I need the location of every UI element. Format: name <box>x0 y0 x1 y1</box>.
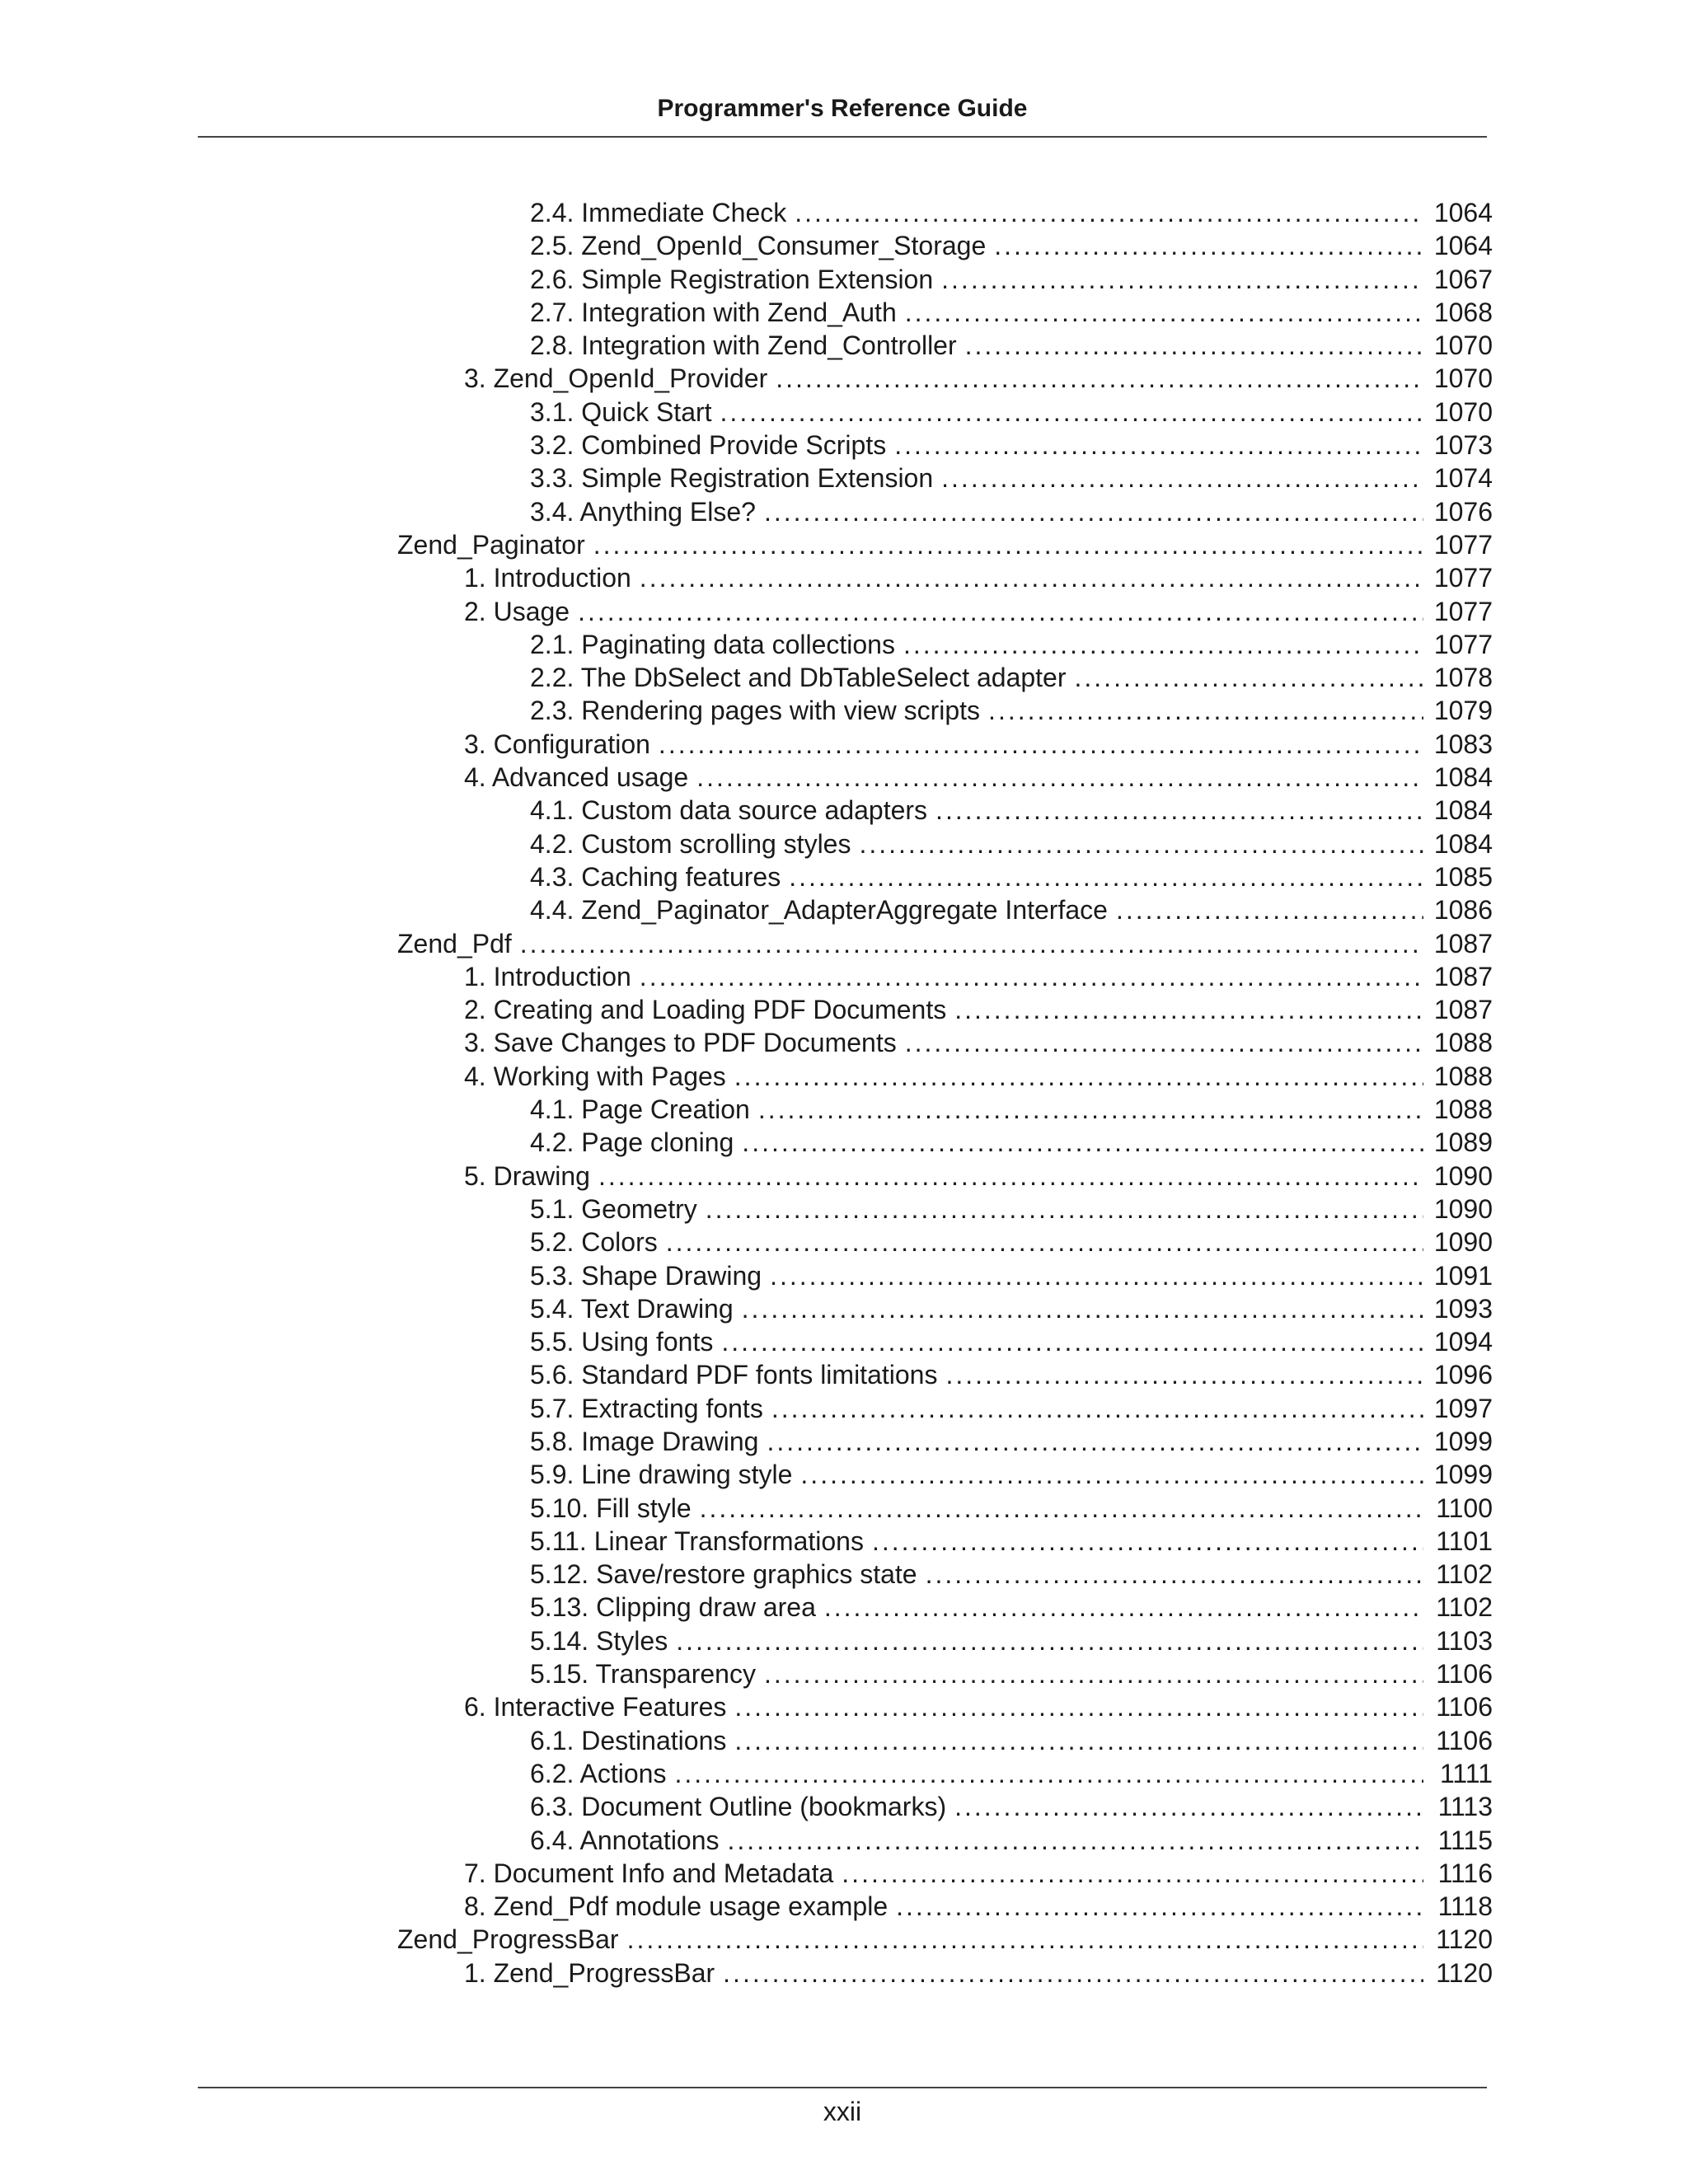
toc-entry-page-number: 1074 <box>1433 463 1493 494</box>
toc-entry-title: 5.7. Extracting fonts <box>530 1393 763 1423</box>
toc-entry-page-number: 1067 <box>1433 264 1493 294</box>
toc-entry[interactable] <box>0 1857 1688 1890</box>
footer-rule <box>198 2087 1487 2088</box>
toc-entry-title: 5.6. Standard PDF fonts limitations <box>530 1360 938 1390</box>
toc-entry-title: 2. Usage <box>464 596 570 626</box>
dot-leader <box>696 761 1423 794</box>
toc-entry-title: 5.4. Text Drawing <box>530 1293 734 1324</box>
toc-entry-page-number: 1102 <box>1436 1559 1493 1590</box>
toc-entry-page-number: 1077 <box>1433 629 1493 659</box>
dot-leader <box>640 561 1423 594</box>
toc-entry[interactable] <box>0 1060 1688 1093</box>
toc-entry-page-number: 1099 <box>1433 1426 1493 1456</box>
toc-entry[interactable] <box>0 761 1688 794</box>
toc-entry-title: 4.4. Zend_Paginator_AdapterAggregate Interface <box>530 895 1108 926</box>
dot-leader <box>764 1657 1423 1690</box>
toc-entry-page-number: 1100 <box>1436 1493 1493 1523</box>
dot-leader <box>1075 661 1424 694</box>
toc-entry-page-number: 1090 <box>1433 1160 1493 1191</box>
toc-entry[interactable] <box>0 827 1688 860</box>
toc-entry[interactable] <box>0 1193 1688 1226</box>
dot-leader <box>994 229 1423 262</box>
page-number: xxii <box>823 2097 862 2126</box>
toc-entry-page-number: 1090 <box>1433 1193 1493 1224</box>
toc-entry-title: 4.1. Custom data source adapters <box>530 795 928 826</box>
toc-entry-page-number: 1087 <box>1433 928 1493 958</box>
toc-entry-title: Zend_Paginator <box>397 529 585 560</box>
dot-leader <box>598 1160 1423 1193</box>
toc-entry-page-number: 1099 <box>1433 1460 1493 1490</box>
toc-entry-page-number: 1102 <box>1436 1592 1493 1623</box>
toc-entry[interactable] <box>0 1425 1688 1458</box>
toc-entry-title: 5.9. Line drawing style <box>530 1460 793 1490</box>
toc-entry[interactable] <box>0 1923 1688 1956</box>
toc-entry-title: 5.13. Clipping draw area <box>530 1592 816 1623</box>
toc-entry[interactable] <box>0 362 1688 395</box>
toc-entry-title: 6.4. Annotations <box>530 1825 720 1855</box>
toc-entry-title: 6. Interactive Features <box>464 1692 727 1722</box>
toc-entry-title: 7. Document Info and Metadata <box>464 1858 834 1888</box>
toc-entry[interactable] <box>0 1126 1688 1159</box>
toc-entry-page-number: 1076 <box>1433 496 1493 527</box>
dot-leader <box>734 1060 1423 1093</box>
dot-leader <box>926 1558 1423 1591</box>
toc-entry[interactable] <box>0 1690 1688 1723</box>
toc-entry-page-number: 1087 <box>1433 961 1493 991</box>
toc-entry-title: 2.6. Simple Registration Extension <box>530 264 934 294</box>
dot-leader <box>734 1724 1423 1757</box>
toc-entry-title: 3.3. Simple Registration Extension <box>530 463 934 494</box>
toc-entry-title: 5.14. Styles <box>530 1625 668 1656</box>
toc-entry-page-number: 1078 <box>1433 663 1493 693</box>
dot-leader <box>941 263 1423 296</box>
toc-entry-title: 2.5. Zend_OpenId_Consumer_Storage <box>530 231 987 261</box>
toc-entry[interactable] <box>0 728 1688 761</box>
toc-entry-title: 2.4. Immediate Check <box>530 198 787 227</box>
toc-entry[interactable] <box>0 429 1688 462</box>
dot-leader <box>896 1890 1423 1923</box>
dot-leader <box>627 1923 1423 1956</box>
toc-entry-page-number: 1103 <box>1436 1625 1493 1656</box>
toc-entry[interactable] <box>0 495 1688 528</box>
header-rule <box>198 136 1487 138</box>
toc-entry-page-number: 1106 <box>1436 1659 1493 1690</box>
toc-entry-page-number: 1089 <box>1433 1127 1493 1158</box>
toc-entry-page-number: 1097 <box>1433 1393 1493 1423</box>
toc-entry-page-number: 1096 <box>1433 1360 1493 1390</box>
dot-leader <box>770 1259 1423 1292</box>
toc-entry-page-number: 1120 <box>1436 1957 1493 1988</box>
toc-entry-title: 5.15. Transparency <box>530 1659 756 1690</box>
dot-leader <box>800 1458 1423 1491</box>
dot-leader <box>700 1492 1423 1525</box>
toc-entry[interactable] <box>0 1957 1688 1990</box>
toc-entry[interactable] <box>0 860 1688 893</box>
toc-entry[interactable] <box>0 1160 1688 1193</box>
dot-leader <box>894 429 1423 462</box>
toc-entry[interactable] <box>0 993 1688 1026</box>
toc-entry-title: 3. Zend_OpenId_Provider <box>464 363 768 394</box>
toc-entry[interactable] <box>0 462 1688 494</box>
toc-entry[interactable] <box>0 1591 1688 1624</box>
dot-leader <box>640 960 1423 993</box>
toc-entry[interactable] <box>0 196 1688 229</box>
dot-leader <box>954 1790 1423 1823</box>
toc-entry[interactable] <box>0 1358 1688 1391</box>
toc-entry[interactable] <box>0 595 1688 628</box>
dot-leader <box>789 860 1423 893</box>
toc-entry-page-number: 1120 <box>1436 1924 1493 1955</box>
dot-leader <box>706 1193 1423 1226</box>
toc-entry[interactable] <box>0 1724 1688 1757</box>
toc-entry-title: 6.2. Actions <box>530 1758 667 1788</box>
toc-entry-page-number: 1088 <box>1433 1061 1493 1091</box>
dot-leader <box>721 1325 1423 1358</box>
toc-entry-page-number: 1064 <box>1433 198 1493 227</box>
toc-entry-page-number: 1070 <box>1433 363 1493 394</box>
toc-entry-page-number: 1083 <box>1433 729 1493 759</box>
toc-entry[interactable] <box>0 1292 1688 1325</box>
toc-entry-page-number: 1084 <box>1433 828 1493 859</box>
toc-entry[interactable] <box>0 396 1688 429</box>
toc-entry-title: 8. Zend_Pdf module usage example <box>464 1891 889 1922</box>
toc-entry-title: 5.10. Fill style <box>530 1493 692 1523</box>
toc-entry-page-number: 1116 <box>1437 1858 1493 1888</box>
dot-leader <box>935 794 1423 827</box>
toc-entry-page-number: 1077 <box>1433 563 1493 593</box>
toc-entry[interactable] <box>0 1392 1688 1425</box>
toc-entry[interactable] <box>0 1093 1688 1126</box>
toc-entry-page-number: 1093 <box>1433 1293 1493 1324</box>
dot-leader <box>905 296 1423 329</box>
toc-entry-title: 4.3. Caching features <box>530 861 781 892</box>
toc-entry-title: 6.1. Destinations <box>530 1725 727 1755</box>
toc-entry[interactable] <box>0 628 1688 661</box>
toc-entry-title: 2.1. Paginating data collections <box>530 629 895 659</box>
toc-entry-title: 2. Creating and Loading PDF Documents <box>464 995 947 1025</box>
toc-entry-title: 5.8. Image Drawing <box>530 1426 759 1456</box>
toc-entry-page-number: 1064 <box>1433 231 1493 261</box>
dot-leader <box>795 196 1423 229</box>
dot-leader <box>842 1857 1423 1890</box>
toc-entry-title: 5.2. Colors <box>530 1227 658 1258</box>
toc-entry[interactable] <box>0 229 1688 262</box>
toc-entry-title: 4.1. Page Creation <box>530 1094 750 1125</box>
toc-entry-page-number: 1077 <box>1433 596 1493 626</box>
toc-entry[interactable] <box>0 1458 1688 1491</box>
dot-leader <box>945 1358 1423 1391</box>
dot-leader <box>941 462 1423 494</box>
toc-entry-page-number: 1101 <box>1436 1526 1493 1556</box>
toc-entry-title: 5.3. Shape Drawing <box>530 1260 762 1291</box>
dot-leader <box>720 396 1423 429</box>
toc-entry-title: 1. Zend_ProgressBar <box>464 1957 715 1988</box>
toc-entry-page-number: 1118 <box>1437 1891 1493 1922</box>
toc-entry[interactable] <box>0 296 1688 329</box>
toc-entry[interactable] <box>0 1558 1688 1591</box>
toc-entry-title: 4. Working with Pages <box>464 1061 726 1091</box>
toc-entry-page-number: 1088 <box>1433 1094 1493 1125</box>
toc-entry-title: 3. Save Changes to PDF Documents <box>464 1028 897 1058</box>
toc-entry-page-number: 1070 <box>1433 396 1493 427</box>
toc-entry[interactable] <box>0 1757 1688 1790</box>
toc-entry-title: 5.5. Using fonts <box>530 1327 714 1357</box>
toc-entry[interactable] <box>0 1824 1688 1857</box>
toc-entry[interactable] <box>0 1790 1688 1823</box>
toc-entry-page-number: 1094 <box>1433 1327 1493 1357</box>
toc-entry-page-number: 1084 <box>1433 762 1493 793</box>
toc-entry-page-number: 1068 <box>1433 297 1493 327</box>
dot-leader <box>771 1392 1423 1425</box>
toc-entry-title: 5.1. Geometry <box>530 1193 697 1224</box>
toc-entry-page-number: 1090 <box>1433 1227 1493 1258</box>
table-of-contents <box>0 196 1688 1990</box>
dot-leader <box>666 1226 1423 1258</box>
toc-entry-title: 3. Configuration <box>464 729 650 759</box>
toc-entry-title: 2.8. Integration with Zend_Controller <box>530 330 957 361</box>
toc-entry-page-number: 1091 <box>1433 1260 1493 1291</box>
dot-leader <box>758 1093 1423 1126</box>
dot-leader <box>578 595 1423 628</box>
toc-entry[interactable] <box>0 694 1688 727</box>
toc-entry-page-number: 1115 <box>1437 1825 1493 1855</box>
toc-entry[interactable] <box>0 1657 1688 1690</box>
toc-entry[interactable] <box>0 263 1688 296</box>
toc-entry-title: 5.12. Save/restore graphics state <box>530 1559 917 1590</box>
dot-leader <box>776 362 1423 395</box>
dot-leader <box>676 1624 1423 1657</box>
toc-entry-page-number: 1070 <box>1433 330 1493 361</box>
toc-entry[interactable] <box>0 1325 1688 1358</box>
dot-leader <box>824 1591 1423 1624</box>
toc-entry[interactable] <box>0 1624 1688 1657</box>
toc-entry-page-number: 1088 <box>1433 1028 1493 1058</box>
toc-entry-title: 2.7. Integration with Zend_Auth <box>530 297 897 327</box>
dot-leader <box>520 927 1423 960</box>
dot-leader <box>674 1757 1423 1790</box>
dot-leader <box>954 993 1423 1026</box>
toc-entry-page-number: 1084 <box>1433 795 1493 826</box>
toc-entry-page-number: 1106 <box>1436 1692 1493 1722</box>
toc-entry[interactable] <box>0 927 1688 960</box>
dot-leader <box>723 1957 1423 1990</box>
toc-entry[interactable] <box>0 1259 1688 1292</box>
dot-leader <box>728 1824 1423 1857</box>
toc-entry-page-number: 1106 <box>1436 1725 1493 1755</box>
toc-entry[interactable] <box>0 528 1688 561</box>
page-header: Programmer's Reference Guide <box>657 95 1028 122</box>
toc-entry-title: 1. Introduction <box>464 563 631 593</box>
dot-leader <box>742 1292 1423 1325</box>
toc-entry[interactable] <box>0 1226 1688 1258</box>
toc-entry[interactable] <box>0 1026 1688 1059</box>
toc-entry-title: 6.3. Document Outline (bookmarks) <box>530 1792 947 1822</box>
toc-entry[interactable] <box>0 893 1688 926</box>
toc-entry-page-number: 1113 <box>1437 1792 1493 1822</box>
toc-entry-page-number: 1085 <box>1433 861 1493 892</box>
dot-leader <box>905 1026 1423 1059</box>
dot-leader <box>903 628 1423 661</box>
dot-leader <box>764 495 1423 528</box>
toc-entry[interactable] <box>0 960 1688 993</box>
toc-entry-title: 2.3. Rendering pages with view scripts <box>530 696 981 726</box>
toc-entry-title: 3.1. Quick Start <box>530 396 712 427</box>
dot-leader <box>659 728 1423 761</box>
dot-leader <box>1116 893 1423 926</box>
toc-entry-title: Zend_Pdf <box>397 928 512 958</box>
toc-entry-page-number: 1073 <box>1433 430 1493 461</box>
dot-leader <box>872 1525 1423 1558</box>
toc-entry-title: 5.11. Linear Transformations <box>530 1526 864 1556</box>
toc-entry[interactable] <box>0 1890 1688 1923</box>
toc-entry-title: 2.2. The DbSelect and DbTableSelect adapter <box>530 663 1067 693</box>
dot-leader <box>767 1425 1423 1458</box>
toc-entry[interactable] <box>0 794 1688 827</box>
toc-entry-title: 1. Introduction <box>464 961 631 991</box>
toc-entry[interactable] <box>0 661 1688 694</box>
toc-entry[interactable] <box>0 1525 1688 1558</box>
toc-entry[interactable] <box>0 1492 1688 1525</box>
dot-leader <box>742 1126 1423 1159</box>
dot-leader <box>593 528 1423 561</box>
toc-entry-page-number: 1111 <box>1439 1758 1493 1788</box>
toc-entry-title: 5. Drawing <box>464 1160 590 1191</box>
dot-leader <box>859 827 1423 860</box>
toc-entry-title: Zend_ProgressBar <box>397 1924 619 1955</box>
toc-entry-page-number: 1087 <box>1433 995 1493 1025</box>
toc-entry-title: 3.2. Combined Provide Scripts <box>530 430 887 461</box>
dot-leader <box>988 694 1423 727</box>
toc-entry-title: 4. Advanced usage <box>464 762 689 793</box>
toc-entry-title: 4.2. Page cloning <box>530 1127 734 1158</box>
toc-entry[interactable] <box>0 329 1688 362</box>
toc-entry-page-number: 1079 <box>1433 696 1493 726</box>
toc-entry-title: 3.4. Anything Else? <box>530 496 756 527</box>
dot-leader <box>965 329 1423 362</box>
toc-entry-title: 4.2. Custom scrolling styles <box>530 828 851 859</box>
toc-entry[interactable] <box>0 561 1688 594</box>
toc-entry-page-number: 1086 <box>1433 895 1493 926</box>
toc-entry-page-number: 1077 <box>1433 529 1493 560</box>
dot-leader <box>734 1690 1423 1723</box>
